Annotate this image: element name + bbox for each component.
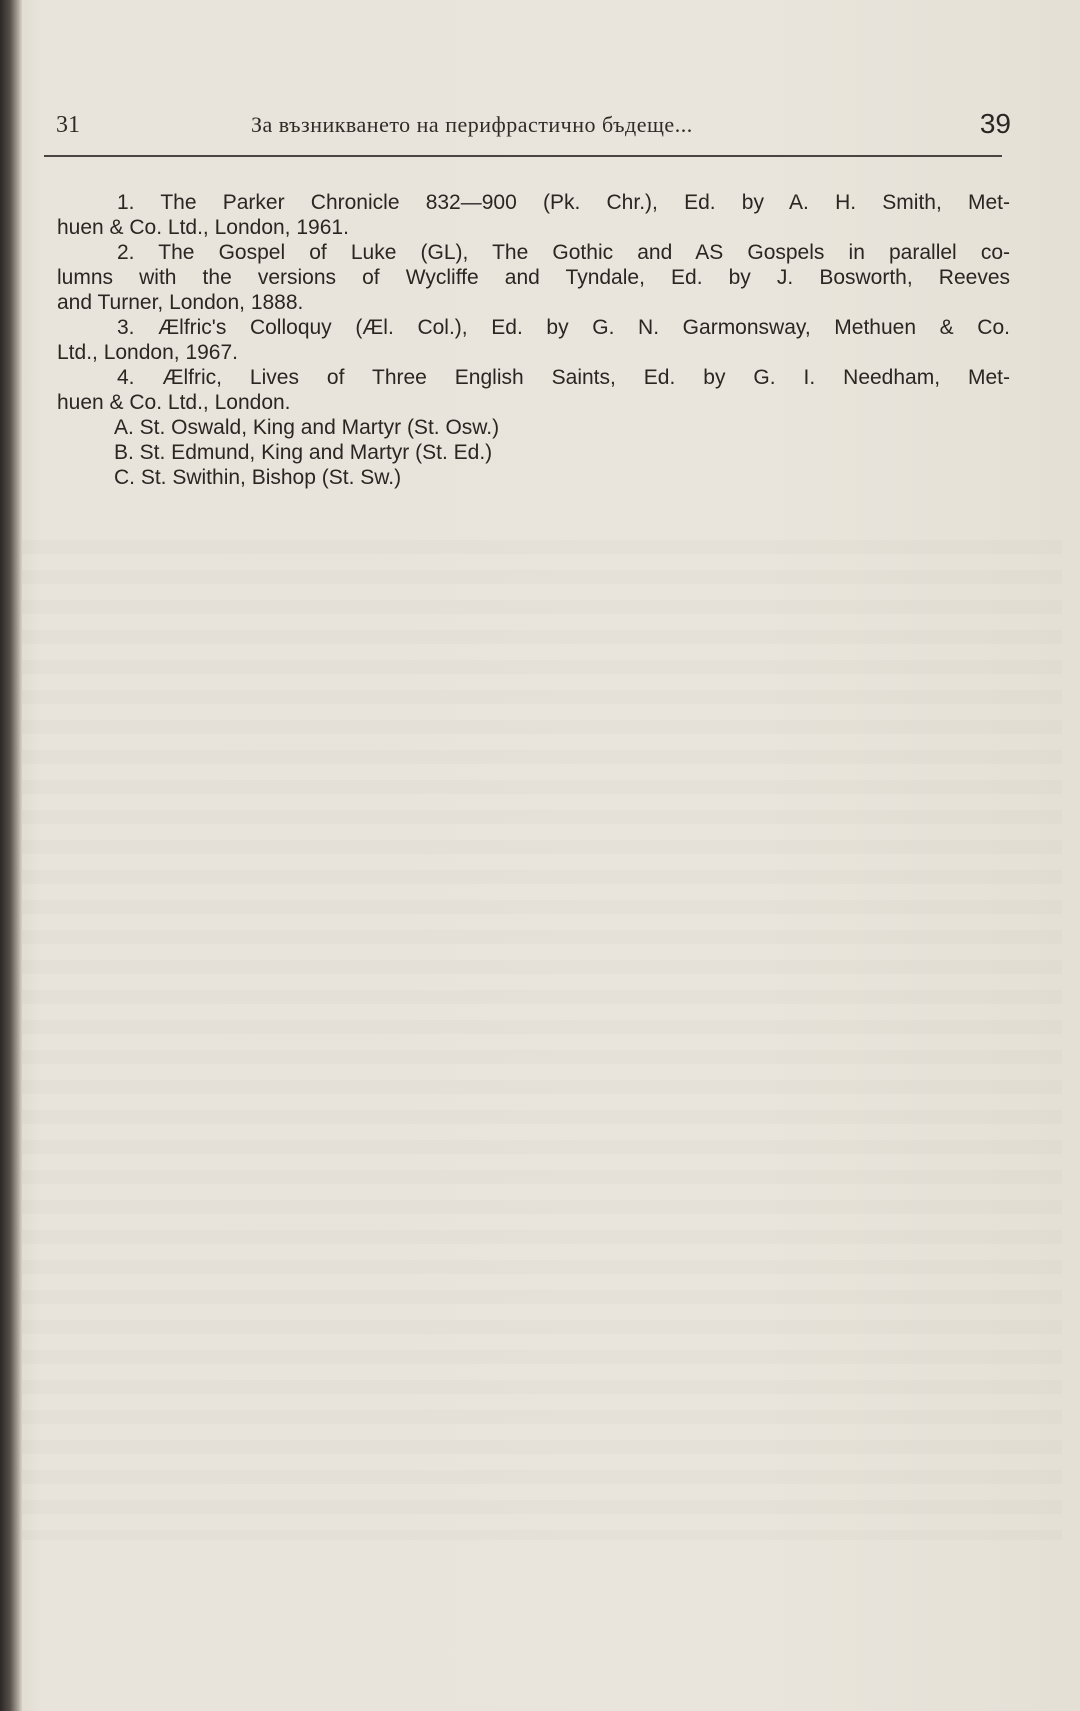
reference-line: 2. The Gospel of Luke (GL), The Gothic and AS Gospels in parallel co- <box>117 241 1010 264</box>
reference-line: huen & Co. Ltd., London, 1961. <box>57 216 349 239</box>
reference-item <box>57 365 1010 490</box>
reference-line: and Turner, London, 1888. <box>57 291 304 314</box>
running-header <box>56 108 1011 148</box>
reference-subitem: B. St. Edmund, King and Martyr (St. Ed.) <box>114 441 493 464</box>
reference-line: 1. The Parker Chronicle 832—900 (Pk. Chr.), Ed. by A. H. Smith, Met- <box>117 191 1010 214</box>
header-rule <box>44 155 1002 157</box>
reference-item <box>57 190 1010 240</box>
header-left-number: 31 <box>56 112 80 138</box>
reference-subitem: C. St. Swithin, Bishop (St. Sw.) <box>114 466 402 489</box>
show-through-texture <box>22 540 1062 1540</box>
reference-line: huen & Co. Ltd., London. <box>57 391 291 414</box>
book-spine-shadow <box>0 0 22 1711</box>
running-title: За възникването на перифрастично бъдеще... <box>251 112 693 137</box>
reference-line: Ltd., London, 1967. <box>57 341 238 364</box>
reference-line: 3. Ælfric's Colloquy (Æl. Col.), Ed. by G. N. Garmonsway, Methuen & Co. <box>117 316 1010 339</box>
page-number: 39 <box>979 108 1011 139</box>
reference-line: 4. Ælfric, Lives of Three English Saints, Ed. by G. I. Needham, Met- <box>117 366 1010 389</box>
reference-list <box>57 190 1010 490</box>
reference-line: lumns with the versions of Wycliffe and Tyndale, Ed. by J. Bosworth, Reeves <box>57 266 1010 289</box>
reference-item <box>57 240 1010 315</box>
reference-item <box>57 315 1010 365</box>
reference-subitem: A. St. Oswald, King and Martyr (St. Osw.) <box>114 416 500 439</box>
